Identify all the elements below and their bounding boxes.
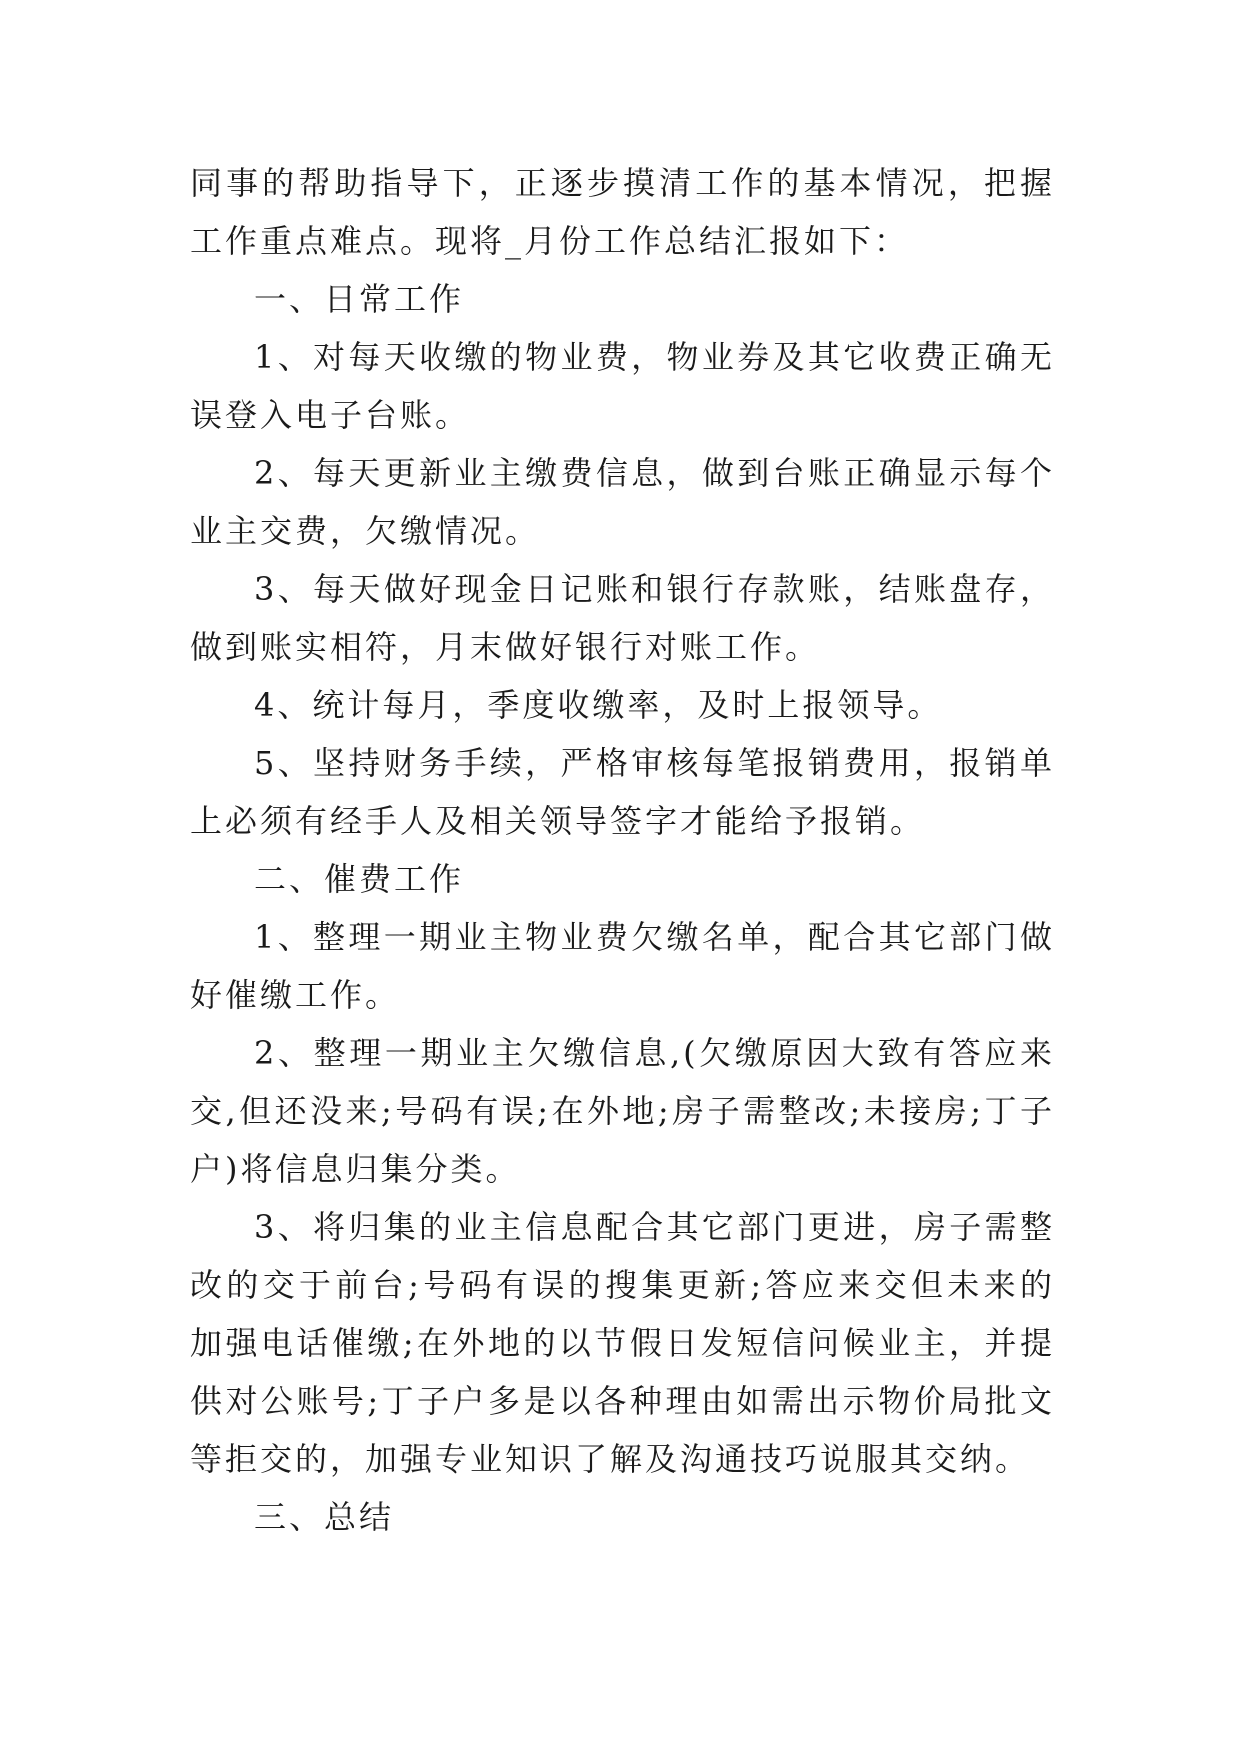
section-heading-summary: 三、总结 (254, 1498, 395, 1536)
paragraph-intro: 同事的帮助指导下，正逐步摸清工作的基本情况，把握工作重点难点。现将_月份工作总结汇报如下： (190, 164, 1055, 260)
section-heading-daily-work: 一、日常工作 (254, 280, 465, 318)
list-item-daily-5: 5、坚持财务手续，严格审核每笔报销费用，报销单上必须有经手人及相关领导签字才能给予报销。 (190, 744, 1055, 840)
list-item-daily-4: 4、统计每月，季度收缴率，及时上报领导。 (254, 686, 943, 724)
list-item-daily-2: 2、每天更新业主缴费信息，做到台账正确显示每个业主交费，欠缴情况。 (190, 454, 1055, 550)
document-body (190, 154, 1055, 1546)
section-heading-fee-collection: 二、催费工作 (254, 860, 465, 898)
list-item-daily-3: 3、每天做好现金日记账和银行存款账，结账盘存，做到账实相符，月末做好银行对账工作。 (190, 570, 1055, 666)
list-item-fee-3: 3、将归集的业主信息配合其它部门更进，房子需整改的交于前台;号码有误的搜集更新;答应来交但未来的加强电话催缴;在外地的以节假日发短信问候业主，并提供对公账号;丁子户多是以各种理由如需出示物价局批文等拒交的，加强专业知识了解及沟通技巧说服其交纳。 (190, 1208, 1055, 1478)
list-item-daily-1: 1、对每天收缴的物业费，物业券及其它收费正确无误登入电子台账。 (190, 338, 1055, 434)
list-item-fee-1: 1、整理一期业主物业费欠缴名单，配合其它部门做好催缴工作。 (190, 918, 1055, 1014)
list-item-fee-2: 2、整理一期业主欠缴信息,(欠缴原因大致有答应来交,但还没来;号码有误;在外地;房子需整改;未接房;丁子户)将信息归集分类。 (190, 1034, 1055, 1188)
